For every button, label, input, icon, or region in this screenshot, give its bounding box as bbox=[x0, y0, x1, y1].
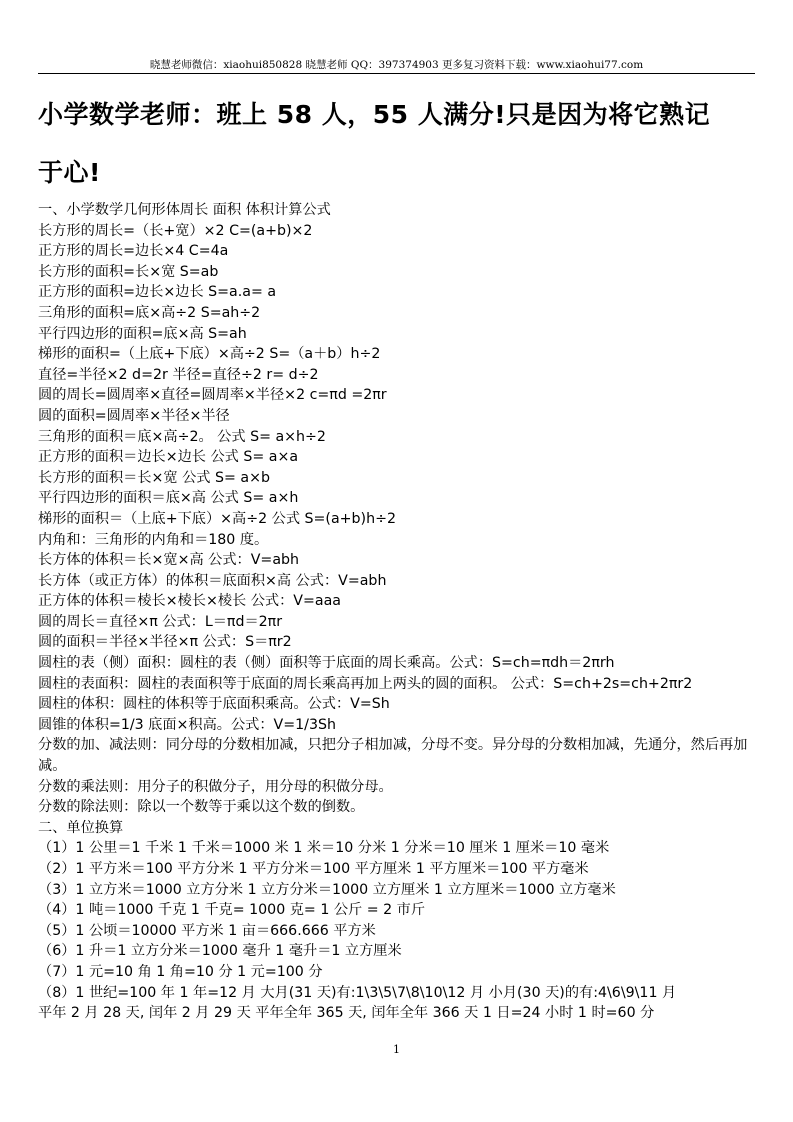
text-line: 正方形的面积=边长×边长 S=a.a= a bbox=[38, 284, 277, 301]
text-line: 长方形的周长=（长+宽）×2 C=(a+b)×2 bbox=[38, 222, 313, 239]
title-line-1: 小学数学老师：班上 58 人，55 人满分!只是因为将它熟记 bbox=[38, 100, 711, 129]
text-line: 平行四边形的面积＝底×高 公式 S= a×h bbox=[38, 490, 299, 507]
page-header: 晓慧老师微信：xiaohui850828 晓慧老师 QQ：397374903 更多复习资料下载：www.xiaohui77.com bbox=[149, 59, 644, 71]
text-line: （7）1 元=10 角 1 角=10 分 1 元=100 分 bbox=[38, 963, 323, 980]
text-line: 圆的周长=圆周率×直径=圆周率×半径×2 c=πd =2πr bbox=[38, 387, 387, 404]
text-line: 圆锥的体积=1/3 底面×积高。公式：V=1/3Sh bbox=[38, 716, 336, 733]
text-line: 长方形的面积=长×宽 S=ab bbox=[38, 263, 219, 280]
text-line: 分数的乘法则：用分子的积做分子，用分母的积做分母。 bbox=[38, 778, 393, 795]
text-line: 平行四边形的面积=底×高 S=ah bbox=[38, 325, 247, 342]
text-line: 圆柱的表面积：圆柱的表面积等于底面的周长乘高再加上两头的圆的面积。 公式：S=ch+2s=ch+2πr2 bbox=[38, 675, 693, 692]
page-number: 1 bbox=[393, 1043, 400, 1056]
text-line: 内角和：三角形的内角和＝180 度。 bbox=[38, 531, 269, 548]
text-line: 圆的面积=圆周率×半径×半径 bbox=[38, 407, 230, 424]
title-line-2: 于心! bbox=[38, 158, 101, 187]
text-line: 圆柱的表（侧）面积：圆柱的表（侧）面积等于底面的周长乘高。公式：S=ch=πdh＝2πrh bbox=[38, 655, 615, 672]
text-line: 三角形的面积=底×高÷2 S=ah÷2 bbox=[38, 304, 261, 321]
text-line: （2）1 平方米＝100 平方分米 1 平方分米＝100 平方厘米 1 平方厘米＝100 平方毫米 bbox=[38, 861, 589, 877]
text-line: （1）1 公里＝1 千米 1 千米＝1000 米 1 米＝10 分米 1 分米＝10 厘米 1 厘米＝10 毫米 bbox=[38, 840, 610, 857]
text-line: 分数的加、减法则：同分母的分数相加减，只把分子相加减，分母不变。异分母的分数相加减，先通分，然后再加减。 bbox=[38, 737, 748, 775]
text-line: （4）1 吨＝1000 千克 1 千克= 1000 克= 1 公斤 = 2 市斤 bbox=[38, 902, 426, 919]
text-line: 正方体的体积＝棱长×棱长×棱长 公式：V=aaa bbox=[38, 593, 341, 610]
text-line: 圆柱的体积：圆柱的体积等于底面积乘高。公式：V=Sh bbox=[38, 696, 390, 713]
text-line: （8）1 世纪=100 年 1 年=12 月 大月(31 天)有:1\3\5\7\8\10\12 月 小月(30 天)的有:4\6\9\11 月 bbox=[38, 984, 677, 1001]
text-line: 一、小学数学几何形体周长 面积 体积计算公式 bbox=[38, 202, 331, 218]
text-line: 长方体（或正方体）的体积＝底面积×高 公式：V=abh bbox=[38, 572, 387, 589]
text-line: 圆的周长＝直径×π 公式：L＝πd＝2πr bbox=[38, 613, 283, 630]
text-line: 三角形的面积＝底×高÷2。 公式 S= a×h÷2 bbox=[38, 428, 326, 445]
text-line: 长方形的面积＝长×宽 公式 S= a×b bbox=[38, 469, 270, 486]
document-title bbox=[38, 86, 763, 202]
document-body bbox=[38, 200, 758, 1024]
text-line: 平年 2 月 28 天, 闰年 2 月 29 天 平年全年 365 天, 闰年全年 366 天 1 日=24 小时 1 时=60 分 bbox=[38, 1005, 655, 1022]
text-line: 正方形的面积＝边长×边长 公式 S= a×a bbox=[38, 449, 299, 466]
text-line: 二、单位换算 bbox=[38, 819, 124, 836]
text-line: 圆的面积＝半径×半径×π 公式：S＝πr2 bbox=[38, 634, 292, 651]
text-line: 梯形的面积＝（上底+下底）×高÷2 公式 S=(a+b)h÷2 bbox=[38, 510, 396, 527]
text-line: （3）1 立方米＝1000 立方分米 1 立方分米＝1000 立方厘米 1 立方厘米＝1000 立方毫米 bbox=[38, 881, 616, 898]
text-line: 直径=半径×2 d=2r 半径=直径÷2 r= d÷2 bbox=[38, 366, 319, 383]
text-line: 长方体的体积＝长×宽×高 公式：V=abh bbox=[38, 552, 300, 569]
text-line: 梯形的面积=（上底+下底）×高÷2 S=（a＋b）h÷2 bbox=[38, 346, 381, 363]
text-line: 分数的除法则：除以一个数等于乘以这个数的倒数。 bbox=[38, 799, 365, 816]
header-divider bbox=[38, 73, 755, 74]
text-line: （5）1 公顷＝10000 平方米 1 亩＝666.666 平方米 bbox=[38, 922, 376, 939]
text-line: （6）1 升＝1 立方分米＝1000 毫升 1 毫升＝1 立方厘米 bbox=[38, 943, 402, 960]
text-line: 正方形的周长=边长×4 C=4a bbox=[38, 243, 229, 260]
